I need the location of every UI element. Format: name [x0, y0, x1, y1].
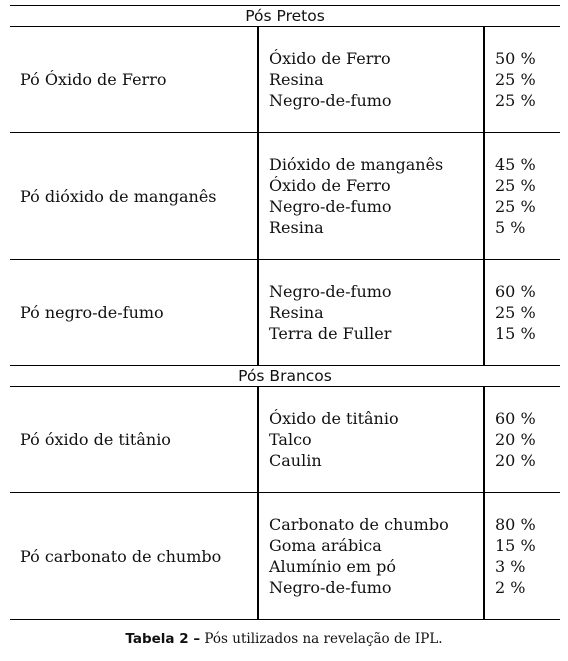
component-name: Negro-de-fumo — [269, 197, 392, 216]
composition-table — [10, 5, 560, 620]
component-name: Negro-de-fumo — [269, 578, 392, 597]
component-name: Caulin — [269, 451, 322, 470]
component-name: Goma arábica — [269, 536, 382, 555]
component-percent: 20 % — [495, 451, 536, 470]
powder-name: Pó óxido de titânio — [10, 387, 258, 493]
components-cell — [258, 387, 484, 493]
component-name: Óxido de Ferro — [269, 176, 391, 195]
component-percent: 25 % — [495, 303, 536, 322]
powder-name: Pó dióxido de manganês — [10, 133, 258, 260]
component-percent: 25 % — [495, 70, 536, 89]
component-percent: 25 % — [495, 91, 536, 110]
percents-cell — [484, 260, 560, 366]
section-header-row — [10, 366, 560, 387]
component-name: Resina — [269, 218, 324, 237]
component-percent: 60 % — [495, 409, 536, 428]
component-percent: 25 % — [495, 197, 536, 216]
component-name: Óxido de Ferro — [269, 49, 391, 68]
component-percent: 25 % — [495, 176, 536, 195]
components-cell — [258, 260, 484, 366]
components-cell — [258, 27, 484, 133]
powder-name: Pó negro-de-fumo — [10, 260, 258, 366]
table-row — [10, 133, 560, 260]
component-name: Talco — [269, 430, 312, 449]
percents-cell — [484, 27, 560, 133]
component-percent: 15 % — [495, 536, 536, 555]
composition-table-body — [10, 6, 560, 620]
component-name: Alumínio em pó — [269, 557, 397, 576]
component-percent: 3 % — [495, 557, 526, 576]
section-title: Pós Brancos — [10, 366, 560, 387]
component-name: Negro-de-fumo — [269, 91, 392, 110]
component-name: Terra de Fuller — [269, 324, 392, 343]
powder-name: Pó Óxido de Ferro — [10, 27, 258, 133]
component-percent: 45 % — [495, 155, 536, 174]
section-title: Pós Pretos — [10, 6, 560, 27]
component-name: Dióxido de manganês — [269, 155, 444, 174]
table-row — [10, 493, 560, 620]
component-percent: 50 % — [495, 49, 536, 68]
component-percent: 80 % — [495, 515, 536, 534]
component-percent: 2 % — [495, 578, 526, 597]
percents-cell — [484, 387, 560, 493]
caption-text: Pós utilizados na revelação de IPL. — [200, 631, 443, 647]
component-name: Óxido de titânio — [269, 409, 399, 428]
powder-name: Pó carbonato de chumbo — [10, 493, 258, 620]
component-name: Resina — [269, 70, 324, 89]
percents-cell — [484, 493, 560, 620]
caption-label: Tabela 2 – — [125, 631, 201, 647]
component-percent: 5 % — [495, 218, 526, 237]
section-header-row — [10, 6, 560, 27]
percents-cell — [484, 133, 560, 260]
table-caption — [0, 631, 568, 647]
component-name: Resina — [269, 303, 324, 322]
table-row — [10, 27, 560, 133]
components-cell — [258, 133, 484, 260]
table-row — [10, 260, 560, 366]
component-percent: 20 % — [495, 430, 536, 449]
component-name: Negro-de-fumo — [269, 282, 392, 301]
table-row — [10, 387, 560, 493]
component-name: Carbonato de chumbo — [269, 515, 449, 534]
components-cell — [258, 493, 484, 620]
component-percent: 60 % — [495, 282, 536, 301]
component-percent: 15 % — [495, 324, 536, 343]
